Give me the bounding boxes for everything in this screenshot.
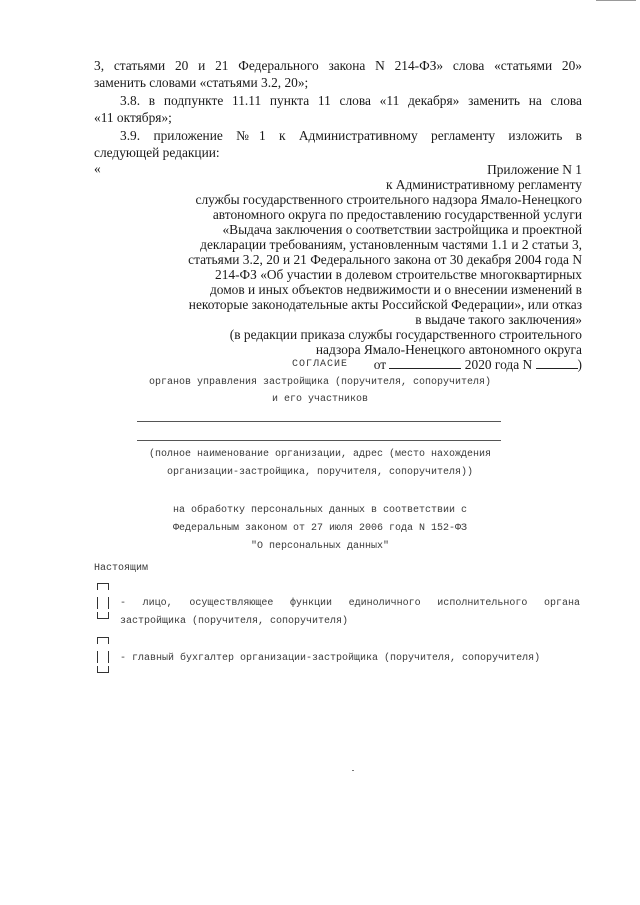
option-director-line-1: - лицо, осуществляющее функции единоличного исполнительного органа — [120, 598, 580, 609]
checkbox-director-top[interactable] — [97, 583, 109, 590]
organization-name-line-2 — [137, 440, 501, 441]
form-title: СОГЛАСИЕ — [291, 359, 348, 370]
form-subtitle-1: органов управления застройщика (поручителя, сопоручителя) — [148, 377, 492, 388]
appendix-line-6: декларации требованиям, установленным частями 1.1 и 2 статьи 3, — [200, 237, 582, 252]
checkbox-accountant-bottom[interactable] — [97, 666, 109, 673]
form-purpose-1: на обработку персональных данных в соответствии с — [172, 505, 468, 516]
order-from-label: от — [373, 357, 387, 372]
open-quote: « — [94, 161, 101, 176]
appendix-line-7: статьями 3.2, 20 и 21 Федерального закона от 30 декабря 2004 года N — [188, 252, 582, 267]
form-subtitle-2: и его участников — [271, 394, 368, 405]
appendix-line-13: надзора Ямало-Ненецкого автономного округа — [315, 342, 582, 357]
scan-speck — [352, 770, 354, 771]
appendix-line-3: службы государственного строительного надзора Ямало-Ненецкого — [195, 192, 582, 207]
form-caption-2: организации-застройщика, поручителя, сопоручителя)) — [166, 467, 474, 478]
appendix-title: Приложение N 1 — [487, 162, 582, 177]
appendix-line-8: 214-ФЗ «Об участии в долевом строительстве многоквартирных — [215, 267, 582, 282]
appendix-line-2: к Административному регламенту — [385, 177, 582, 192]
item-3-9-line-1: 3.9. приложение №1 к Административному регламенту изложить в — [120, 128, 582, 143]
item-3-9-line-2: следующей редакции: — [94, 145, 220, 160]
form-intro: Настоящим — [94, 563, 149, 574]
appendix-line-4: автономного округа по предоставлению государственной услуги — [212, 207, 582, 222]
order-year-label: 2020 года N — [464, 357, 533, 372]
checkbox-accountant[interactable] — [97, 651, 109, 663]
checkbox-accountant-top[interactable] — [97, 637, 109, 644]
form-purpose-3: "О персональных данных" — [250, 541, 390, 552]
order-close-paren: ) — [577, 357, 582, 372]
appendix-line-12: (в редакции приказа службы государственного строительного — [229, 327, 582, 342]
form-caption-1: (полное наименование организации, адрес (место нахождения — [148, 449, 492, 460]
organization-name-line-1 — [137, 421, 501, 422]
appendix-line-11: в выдаче такого заключения» — [415, 312, 582, 327]
option-accountant-line-1: - главный бухгалтер организации-застройщика (поручителя, сопоручителя) — [120, 653, 541, 664]
item-3-8-line-2: «11 октября»; — [94, 110, 172, 125]
appendix-line-10: некоторые законодательные акты Российской Федерации», или отказ — [188, 297, 582, 312]
option-director-line-2: застройщика (поручителя, сопоручителя) — [120, 616, 349, 627]
scan-edge-mark — [596, 0, 636, 3]
checkbox-director[interactable] — [97, 597, 109, 609]
body-line-1: 3, статьями 20 и 21 Федерального закона N 214-ФЗ» слова «статьями 20» — [94, 58, 582, 73]
checkbox-director-bottom[interactable] — [97, 612, 109, 619]
body-line-2: заменить словами «статьями 3.2, 20»; — [94, 75, 309, 90]
item-3-8-line-1: 3.8. в подпункте 11.11 пункта 11 слова «11 декабря» заменить на слова — [120, 93, 582, 108]
appendix-line-9: домов и иных объектов недвижимости и о внесении изменений в — [209, 282, 582, 297]
form-purpose-2: Федеральным законом от 27 июля 2006 года N 152-ФЗ — [172, 523, 468, 534]
appendix-line-5: «Выдача заключения о соответствии застройщика и проектной — [222, 222, 582, 237]
